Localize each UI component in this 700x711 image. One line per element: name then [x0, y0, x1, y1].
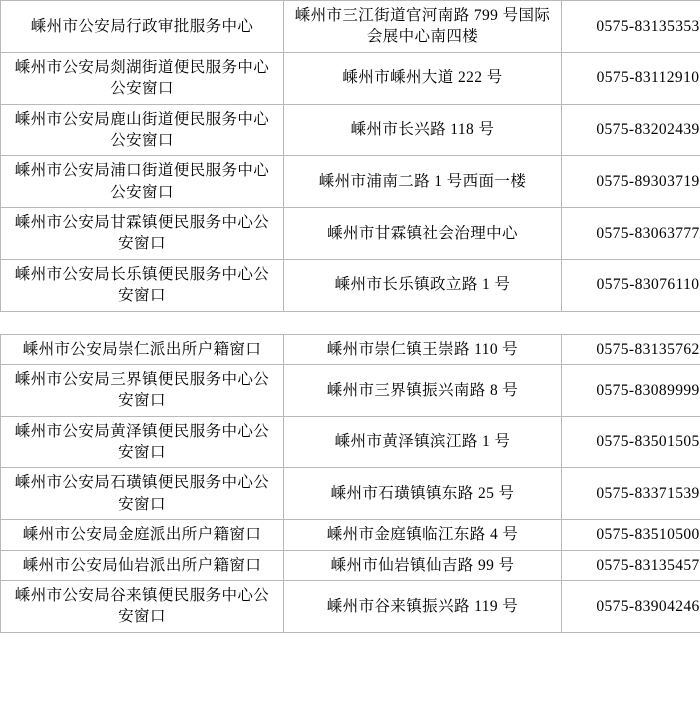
service-point-address: 嵊州市金庭镇临江东路 4 号	[284, 520, 562, 550]
service-point-name: 嵊州市公安局鹿山街道便民服务中心公安窗口	[1, 104, 284, 156]
service-point-phone: 0575-89303719	[562, 156, 700, 208]
service-point-name: 嵊州市公安局石璜镇便民服务中心公安窗口	[1, 468, 284, 520]
service-point-name: 嵊州市公安局行政审批服务中心	[1, 1, 284, 53]
service-point-name: 嵊州市公安局仙岩派出所户籍窗口	[1, 550, 284, 580]
table-2-body	[1, 334, 700, 632]
service-point-address: 嵊州市浦南二路 1 号西面一楼	[284, 156, 562, 208]
service-point-phone: 0575-83510500	[562, 520, 700, 550]
service-point-address: 嵊州市仙岩镇仙吉路 99 号	[284, 550, 562, 580]
table-separator	[0, 312, 700, 334]
service-point-name: 嵊州市公安局金庭派出所户籍窗口	[1, 520, 284, 550]
service-point-name: 嵊州市公安局剡湖街道便民服务中心公安窗口	[1, 52, 284, 104]
table-row	[1, 52, 700, 104]
service-point-address: 嵊州市甘霖镇社会治理中心	[284, 208, 562, 260]
table-row	[1, 416, 700, 468]
service-point-name: 嵊州市公安局崇仁派出所户籍窗口	[1, 334, 284, 364]
service-point-address: 嵊州市石璜镇镇东路 25 号	[284, 468, 562, 520]
service-point-address: 嵊州市崇仁镇王崇路 110 号	[284, 334, 562, 364]
service-point-address: 嵊州市谷来镇振兴路 119 号	[284, 580, 562, 632]
table-row	[1, 550, 700, 580]
table-row	[1, 1, 700, 53]
service-point-phone: 0575-83076110	[562, 259, 700, 311]
service-point-phone: 0575-83202439	[562, 104, 700, 156]
service-point-phone: 0575-83904246	[562, 580, 700, 632]
table-row	[1, 334, 700, 364]
service-point-address: 嵊州市长乐镇政立路 1 号	[284, 259, 562, 311]
service-point-name: 嵊州市公安局黄泽镇便民服务中心公安窗口	[1, 416, 284, 468]
contact-table-1	[0, 0, 700, 312]
table-1-body	[1, 1, 700, 312]
table-row	[1, 468, 700, 520]
service-point-address: 嵊州市长兴路 118 号	[284, 104, 562, 156]
table-row	[1, 520, 700, 550]
service-point-name: 嵊州市公安局浦口街道便民服务中心公安窗口	[1, 156, 284, 208]
service-point-phone: 0575-83112910	[562, 52, 700, 104]
service-point-name: 嵊州市公安局谷来镇便民服务中心公安窗口	[1, 580, 284, 632]
service-point-phone: 0575-83135762	[562, 334, 700, 364]
service-point-phone: 0575-83501505	[562, 416, 700, 468]
service-point-address: 嵊州市黄泽镇滨江路 1 号	[284, 416, 562, 468]
service-point-phone: 0575-83063777	[562, 208, 700, 260]
service-point-phone: 0575-83089999	[562, 364, 700, 416]
table-row	[1, 580, 700, 632]
service-point-phone: 0575-83135353	[562, 1, 700, 53]
service-point-phone: 0575-83135457	[562, 550, 700, 580]
service-point-name: 嵊州市公安局三界镇便民服务中心公安窗口	[1, 364, 284, 416]
service-point-name: 嵊州市公安局甘霖镇便民服务中心公安窗口	[1, 208, 284, 260]
service-point-phone: 0575-83371539	[562, 468, 700, 520]
table-row	[1, 104, 700, 156]
table-row	[1, 364, 700, 416]
contact-table-2	[0, 334, 700, 633]
service-point-address: 嵊州市嵊州大道 222 号	[284, 52, 562, 104]
table-row	[1, 156, 700, 208]
table-row	[1, 208, 700, 260]
service-point-address: 嵊州市三界镇振兴南路 8 号	[284, 364, 562, 416]
service-point-address: 嵊州市三江街道官河南路 799 号国际会展中心南四楼	[284, 1, 562, 53]
table-row	[1, 259, 700, 311]
service-point-name: 嵊州市公安局长乐镇便民服务中心公安窗口	[1, 259, 284, 311]
